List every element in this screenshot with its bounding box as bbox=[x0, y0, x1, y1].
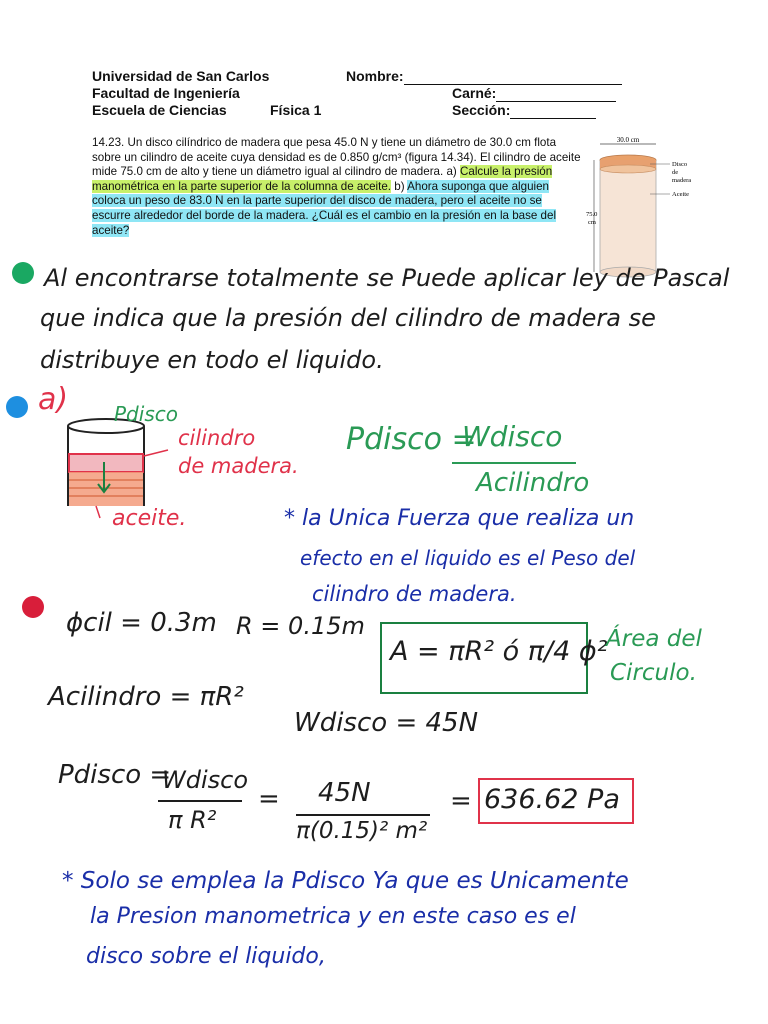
name-field bbox=[346, 68, 622, 85]
calc-fraction-bar-1 bbox=[158, 800, 242, 802]
sketch-drawing bbox=[60, 410, 170, 520]
calc-fraction-bar-2 bbox=[296, 814, 430, 816]
red-bullet-dot bbox=[22, 596, 44, 618]
sketch-aceite-label: aceite. bbox=[112, 506, 187, 531]
part-a-text: Calcule la presión manométrica en la parte superior de la columna de aceite. bbox=[92, 165, 553, 193]
phi-value: ϕcil = 0.3m bbox=[66, 608, 217, 638]
intro-line-3: distribuye en todo el liquido. bbox=[40, 346, 384, 374]
course: Física 1 bbox=[270, 102, 322, 118]
note-line-2: efecto en el liquido es el Peso del bbox=[300, 546, 636, 570]
area-formula: A = πR² ó π/4 ϕ² bbox=[390, 636, 608, 667]
formula-numerator: Wdisco bbox=[462, 420, 563, 453]
intro-line-1: Al encontrarse totalmente se Puede aplicar ley de Pascal bbox=[44, 264, 730, 292]
final-note-line-2: la Presion manometrica y en este caso es el bbox=[90, 904, 576, 929]
radius-value: R = 0.15m bbox=[236, 612, 365, 640]
diameter-label: 30.0 cm bbox=[616, 136, 640, 144]
name-label: Nombre: bbox=[346, 68, 404, 84]
disk-label-2: de bbox=[672, 169, 679, 176]
university: Universidad de San Carlos bbox=[92, 68, 270, 84]
problem-statement bbox=[92, 136, 582, 238]
height-label-unit: cm bbox=[588, 219, 596, 226]
area-note-1: Área del bbox=[606, 626, 702, 652]
disk-label-1: Disco bbox=[672, 161, 688, 168]
calc-numerator-2: 45N bbox=[318, 778, 371, 808]
final-note-line-1: * Solo se emplea la Pdisco Ya que es Unicamente bbox=[62, 868, 629, 894]
section-field bbox=[452, 102, 596, 119]
formula-lhs: Pdisco = bbox=[346, 422, 477, 457]
carne-field bbox=[452, 85, 616, 102]
note-line-3: cilindro de madera. bbox=[312, 582, 517, 606]
school: Escuela de Ciencias bbox=[92, 102, 227, 118]
calc-denominator-1: π R² bbox=[168, 806, 217, 834]
sketch-cilindro-label-1: cilindro bbox=[178, 426, 256, 450]
area-cylinder-formula: Acilindro = πR² bbox=[48, 682, 244, 712]
part-b-label: b) bbox=[394, 179, 405, 193]
area-note-2: Circulo. bbox=[610, 660, 697, 686]
result-value: 636.62 Pa bbox=[484, 784, 620, 815]
part-b-text: Ahora suponga que alguien coloca un peso de 83.0 N en la parte superior del disco de madera, pero el aceite no se escurre alrededor del borde de la madera. ¿Cuál es el cambio en la presión en la base del aceite? bbox=[92, 179, 557, 237]
oil-label: Aceite bbox=[672, 191, 689, 198]
part-a-heading: a) bbox=[38, 382, 69, 417]
blue-bullet-dot bbox=[6, 396, 28, 418]
calc-equals-2: = bbox=[450, 786, 472, 816]
section-label: Sección: bbox=[452, 102, 511, 118]
green-bullet-dot bbox=[12, 262, 34, 284]
formula-denominator: Acilindro bbox=[476, 468, 590, 498]
height-label-value: 75.0 bbox=[586, 211, 598, 218]
calc-equals-1: = bbox=[258, 784, 280, 814]
carne-label: Carné: bbox=[452, 85, 497, 101]
final-note-line-3: disco sobre el liquido, bbox=[86, 944, 326, 969]
calc-numerator-1: Wdisco bbox=[162, 766, 249, 794]
sketch-cilindro-label-2: de madera. bbox=[178, 454, 299, 478]
calc-lhs: Pdisco = bbox=[58, 760, 172, 790]
formula-fraction-bar bbox=[452, 462, 576, 464]
sketch-pdisco-label: Pdisco bbox=[114, 402, 178, 426]
faculty: Facultad de Ingeniería bbox=[92, 85, 240, 101]
problem-intro: 14.23. Un disco cilíndrico de madera que pesa 45.0 N y tiene un diámetro de 30.0 cm flota sobre un cilindro de aceite cuya densidad es de 0.850 g/cm³ (figura 14.34). El cilindro de aceite mide 75.0 cm de alto y tiene un diámetro igual al cilindro de madera. bbox=[92, 136, 581, 179]
part-a-label: a) bbox=[446, 165, 457, 179]
cylinder-sketch bbox=[60, 410, 170, 520]
weight-disco: Wdisco = 45N bbox=[294, 708, 479, 738]
calc-denominator-2: π(0.15)² m² bbox=[296, 818, 428, 844]
disk-label-3: madera bbox=[672, 177, 692, 184]
intro-line-2: que indica que la presión del cilindro de madera se bbox=[40, 304, 656, 332]
note-line-1: * la Unica Fuerza que realiza un bbox=[284, 506, 635, 531]
